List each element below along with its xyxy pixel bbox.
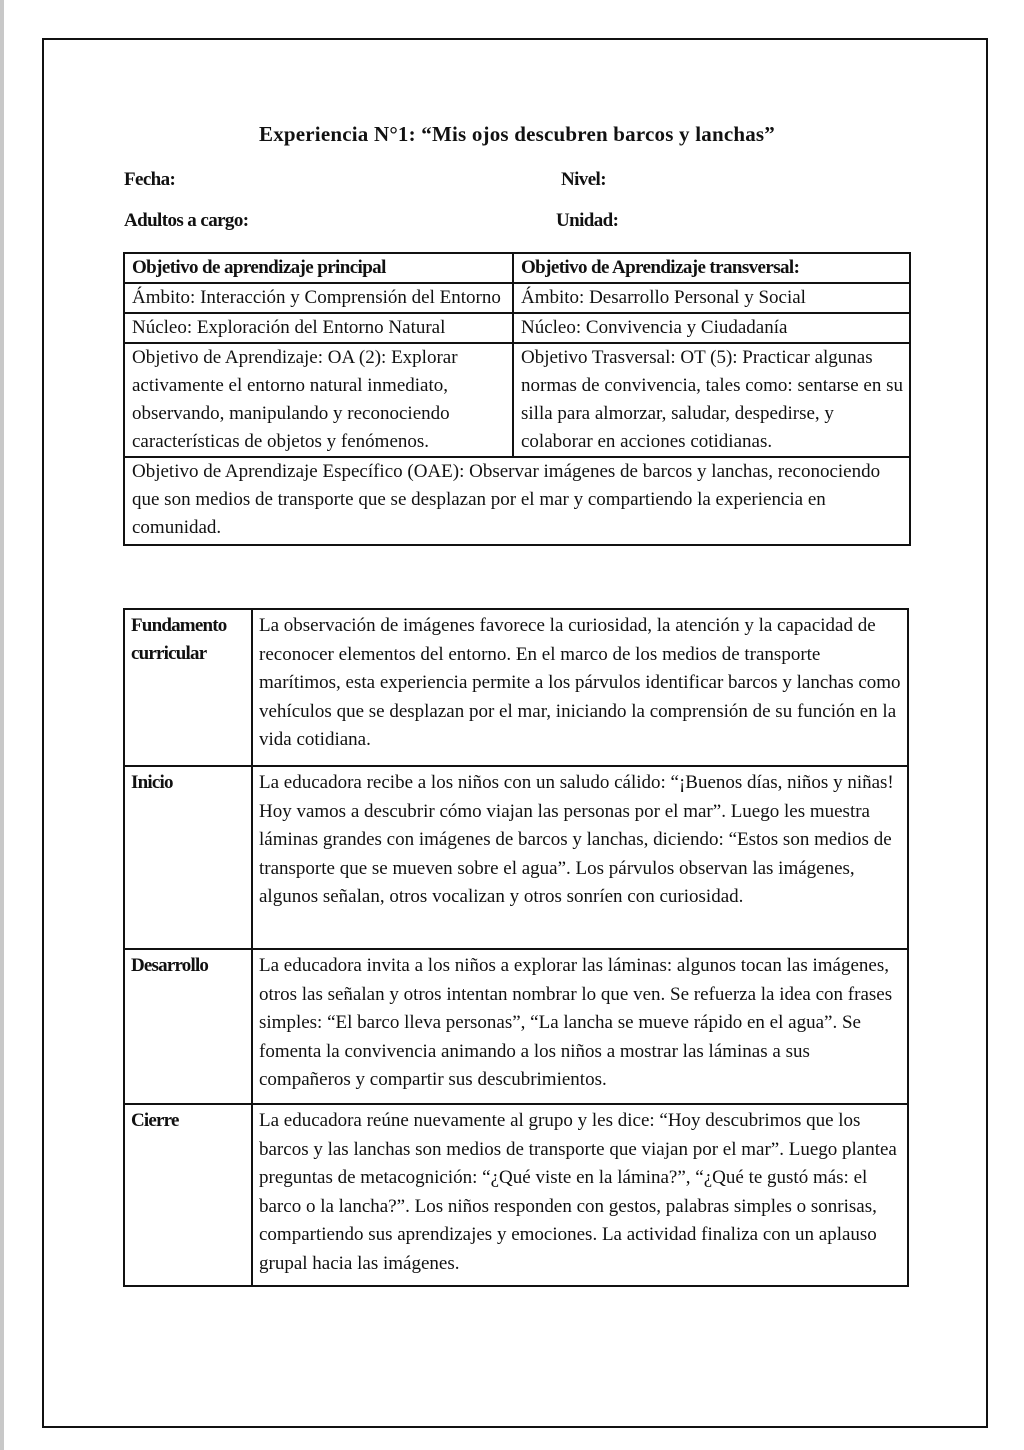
unidad-label: Unidad:	[556, 210, 619, 231]
principal-header: Objetivo de aprendizaje principal	[124, 253, 513, 283]
plan-text-fundamento: La observación de imágenes favorece la curiosidad, la atención y la capacidad de reconocer elementos del entorno. En el marco de los medios de transporte marítimos, esta experiencia permite a los párvulos identificar barcos y lanchas como vehículos que se desplazan por el mar, iniciando la comprensión de su función en la vida cotidiana.	[252, 609, 908, 766]
oae-row	[124, 457, 910, 545]
plan-text-cierre: La educadora reúne nuevamente al grupo y les dice: “Hoy descubrimos que los barcos y las lanchas son medios de transporte que viajan por el mar”. Luego plantea preguntas de metacognición: “¿Qué viste en la lámina?”, “¿Qué te gustó más: el barco o la lancha?”. Los niños responden con gestos, palabras simples o sonrisas, compartiendo sus aprendizajes y emociones. La actividad finaliza con un aplauso grupal hacia las imágenes.	[252, 1104, 908, 1286]
document-title: Experiencia N°1: “Mis ojos descubren barcos y lanchas”	[258, 122, 775, 146]
plan-row-fundamento	[124, 609, 908, 766]
plan-row-desarrollo	[124, 949, 908, 1104]
ambito-transversal: Ámbito: Desarrollo Personal y Social	[513, 283, 910, 313]
plan-label-fundamento: Fundamento curricular	[124, 609, 252, 766]
nucleo-transversal: Núcleo: Convivencia y Ciudadanía	[513, 313, 910, 343]
ot-transversal: Objetivo Trasversal: OT (5): Practicar algunas normas de convivencia, tales como: sentarse en su silla para almorzar, saludar, despedirse, y colaborar en acciones cotidianas.	[513, 343, 910, 457]
oa-principal: Objetivo de Aprendizaje: OA (2): Explorar activamente el entorno natural inmediato, observando, manipulando y reconociendo características de objetos y fenómenos.	[124, 343, 513, 457]
plan-label-cierre: Cierre	[124, 1104, 252, 1286]
plan-table	[123, 608, 909, 1287]
ambito-principal: Ámbito: Interacción y Comprensión del Entorno	[124, 283, 513, 313]
nucleo-principal: Núcleo: Exploración del Entorno Natural	[124, 313, 513, 343]
plan-label-desarrollo: Desarrollo	[124, 949, 252, 1104]
oae-cell: Objetivo de Aprendizaje Específico (OAE): Observar imágenes de barcos y lanchas, reconociendo que son medios de transporte que se desplazan por el mar y compartiendo la experiencia en comunidad.	[124, 457, 910, 545]
nivel-label: Nivel:	[561, 169, 606, 190]
objetivo-row	[124, 343, 910, 457]
objectives-header-row	[124, 253, 910, 283]
ambito-row	[124, 283, 910, 313]
page-left-edge	[0, 0, 4, 1450]
plan-text-desarrollo: La educadora invita a los niños a explorar las láminas: algunos tocan las imágenes, otros las señalan y otros intentan nombrar lo que ven. Se refuerza la idea con frases simples: “El barco lleva personas”, “La lancha se mueve rápido en el agua”. Se fomenta la convivencia animando a los niños a mostrar las láminas a sus compañeros y compartir sus descubrimientos.	[252, 949, 908, 1104]
plan-row-inicio	[124, 766, 908, 949]
transversal-header: Objetivo de Aprendizaje transversal:	[513, 253, 910, 283]
plan-row-cierre	[124, 1104, 908, 1286]
fecha-label: Fecha:	[124, 169, 176, 190]
plan-text-inicio: La educadora recibe a los niños con un saludo cálido: “¡Buenos días, niños y niñas! Hoy vamos a descubrir cómo viajan las personas por el mar”. Luego les muestra láminas grandes con imágenes de barcos y lanchas, diciendo: “Estos son medios de transporte que se mueven sobre el agua”. Los párvulos observan las imágenes, algunos señalan, otros vocalizan y otros sonríen con curiosidad.	[252, 766, 908, 949]
objectives-table	[123, 252, 911, 546]
plan-label-inicio: Inicio	[124, 766, 252, 949]
adultos-label: Adultos a cargo:	[124, 210, 249, 231]
nucleo-row	[124, 313, 910, 343]
